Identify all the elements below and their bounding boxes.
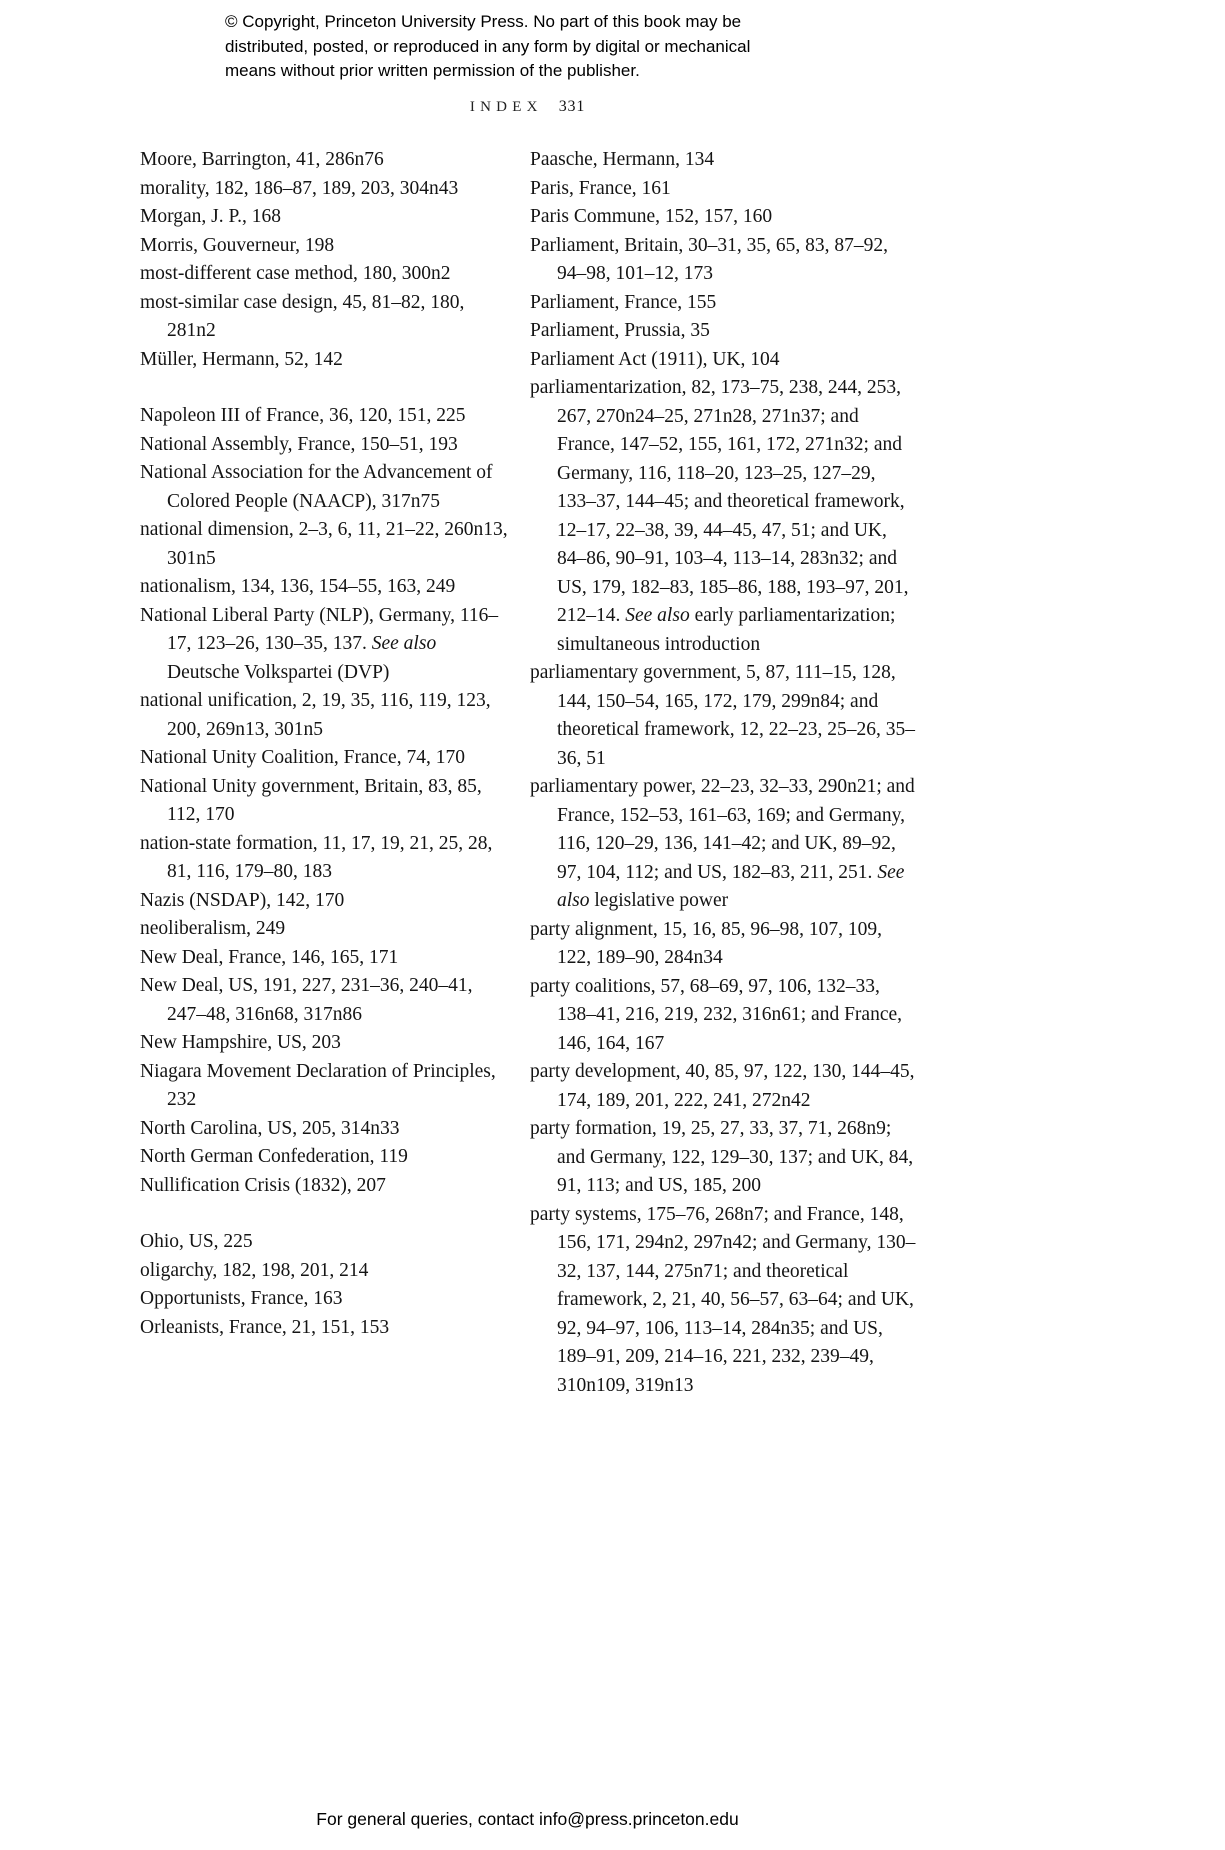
index-group (530, 146, 918, 1400)
index-entry: nationalism, 134, 136, 154–55, 163, 249 (140, 576, 456, 597)
index-entry: Ohio, US, 225 (140, 1231, 253, 1252)
see-also-reference: See also (625, 605, 690, 626)
index-entry: Parliament, France, 155 (530, 291, 717, 313)
index-entry: Paasche, Hermann, 134 (530, 149, 715, 170)
index-title: INDEX (469, 99, 543, 115)
see-also-reference: See also (371, 633, 437, 654)
index-entry: oligarchy, 182, 198, 201, 214 (140, 1259, 369, 1281)
index-entry: National Unity government, Britain, 83, 85, 112, 170 (140, 775, 482, 825)
index-entry: neoliberalism, 249 (140, 918, 286, 939)
page-number: 331 (558, 98, 586, 115)
index-entry: Morgan, J. P., 168 (140, 206, 282, 227)
index-entry: Nazis (NSDAP), 142, 170 (140, 889, 345, 911)
see-also-reference: See also (557, 861, 905, 911)
index-entry: Parliament, Britain, 30–31, 35, 65, 83, 87–92, 94–98, 101–12, 173 (530, 234, 889, 284)
index-entry: parliamentary government, 5, 87, 111–15, 128, 144, 150–54, 165, 172, 179, 299n84; and theoretical framework, 12, 22–23, 25–26, 35–36, 51 (530, 662, 915, 769)
copyright-line: distributed, posted, or reproduced in any form by digital or mechanical (225, 36, 751, 56)
index-entry: party alignment, 15, 16, 85, 96–98, 107, 109, 122, 189–90, 284n34 (530, 918, 883, 968)
index-column-right (530, 146, 918, 1400)
index-entry: National Association for the Advancement of Colored People (NAACP), 317n75 (140, 462, 493, 512)
index-group (140, 402, 508, 1200)
index-entry: parliamentarization, 82, 173–75, 238, 244, 253, 267, 270n24–25, 271n28, 271n37; and France, 147–52, 155, 161, 172, 271n32; and Germany, 116, 118–20, 123–25, 127–29, 133–37, 144–45; and theoretical framework, 12–17, 22–38, 39, 44–45, 47, 51; and UK, 84–86, 90–91, 103–4, 113–14, 283n32; and US, 179, 182–83, 185–86, 188, 193–97, 201, 212–14. See also early parliamentarization; simultaneous introduction (530, 377, 909, 655)
index-entry: Parliament, Prussia, 35 (530, 320, 710, 341)
index-entry: New Deal, US, 191, 227, 231–36, 240–41, 247–48, 316n68, 317n86 (140, 975, 473, 1025)
index-entry: Opportunists, France, 163 (140, 1288, 343, 1309)
footer-text: For general queries, contact info@press.princeton.edu (316, 1809, 739, 1829)
index-entry: Napoleon III of France, 36, 120, 151, 225 (140, 405, 466, 426)
index-group (140, 146, 508, 374)
copyright-line: © Copyright, Princeton University Press. No part of this book may be (225, 12, 742, 31)
index-entry: party systems, 175–76, 268n7; and France, 148, 156, 171, 294n2, 297n42; and Germany, 130–32, 137, 144, 275n71; and theoretical framework, 2, 21, 40, 56–57, 63–64; and UK, 92, 94–97, 106, 113–14, 284n35; and US, 189–91, 209, 214–16, 221, 232, 239–49, 310n109, 319n13 (530, 1203, 916, 1396)
index-entry: National Liberal Party (NLP), Germany, 116–17, 123–26, 130–35, 137. See also Deutsche Volkspartei (DVP) (140, 604, 499, 683)
index-entry: national unification, 2, 19, 35, 116, 119, 123, 200, 269n13, 301n5 (140, 690, 491, 740)
index-entry: Parliament Act (1911), UK, 104 (530, 348, 780, 370)
copyright-notice (225, 10, 845, 84)
index-entry: party coalitions, 57, 68–69, 97, 106, 132–33, 138–41, 216, 219, 232, 316n61; and France, 146, 164, 167 (530, 975, 903, 1054)
index-entry: most-similar case design, 45, 81–82, 180, 281n2 (140, 291, 465, 341)
copyright-line: means without prior written permission of the publisher. (225, 61, 640, 81)
index-entry: party formation, 19, 25, 27, 33, 37, 71, 268n9; and Germany, 122, 129–30, 137; and UK, 84, 91, 113; and US, 185, 200 (530, 1118, 914, 1196)
index-entry: National Unity Coalition, France, 74, 170 (140, 747, 465, 768)
index-entry: Moore, Barrington, 41, 286n76 (140, 149, 384, 170)
index-entry: Paris Commune, 152, 157, 160 (530, 206, 773, 227)
index-entry: Orleanists, France, 21, 151, 153 (140, 1316, 390, 1338)
index-entry: New Deal, France, 146, 165, 171 (140, 946, 399, 968)
index-entry: National Assembly, France, 150–51, 193 (140, 433, 458, 455)
index-entry: North Carolina, US, 205, 314n33 (140, 1117, 400, 1139)
index-entry: most-different case method, 180, 300n2 (140, 263, 451, 284)
index-entry: national dimension, 2–3, 6, 11, 21–22, 260n13, 301n5 (140, 519, 508, 569)
index-column-left (140, 146, 508, 1342)
index-group (140, 1228, 508, 1342)
index-entry: morality, 182, 186–87, 189, 203, 304n43 (140, 177, 459, 199)
index-entry: party development, 40, 85, 97, 122, 130, 144–45, 174, 189, 201, 222, 241, 272n42 (530, 1061, 915, 1111)
index-entry: North German Confederation, 119 (140, 1146, 408, 1167)
index-entry: Paris, France, 161 (530, 177, 671, 199)
index-entry: New Hampshire, US, 203 (140, 1032, 341, 1053)
index-entry: parliamentary power, 22–23, 32–33, 290n21; and France, 152–53, 161–63, 169; and Germany, 116, 120–29, 136, 141–42; and UK, 89–92, 97, 104, 112; and US, 182–83, 211, 251. See also legislative power (530, 776, 915, 911)
page-header (140, 98, 915, 116)
index-entry: Nullification Crisis (1832), 207 (140, 1174, 386, 1196)
index-entry: Morris, Gouverneur, 198 (140, 234, 335, 256)
footer-query-note (140, 1809, 915, 1830)
index-entry: Müller, Hermann, 52, 142 (140, 348, 343, 370)
index-entry: Niagara Movement Declaration of Principles, 232 (140, 1060, 496, 1110)
index-columns (140, 146, 918, 1400)
index-entry: nation-state formation, 11, 17, 19, 21, 25, 28, 81, 116, 179–80, 183 (140, 832, 493, 882)
